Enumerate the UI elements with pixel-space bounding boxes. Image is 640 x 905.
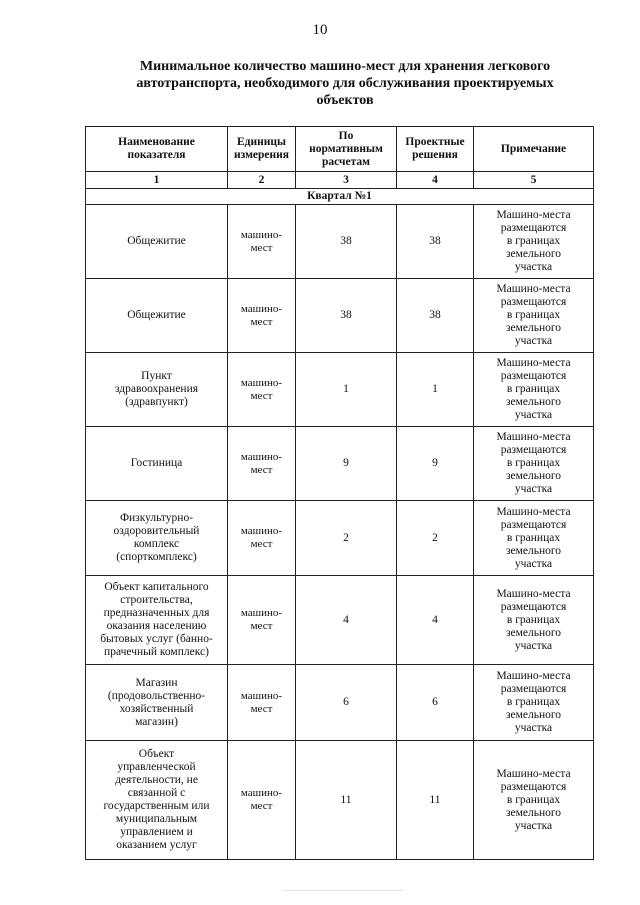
row-unit: машино- мест	[228, 741, 296, 860]
table-row	[86, 427, 594, 501]
row-normative: 38	[296, 279, 397, 353]
document-title: Минимальное количество машино-мест для хранения легкового автотранспорта, необходимого для обслуживания проектируемых объектов	[136, 59, 554, 108]
row-design: 38	[397, 205, 474, 279]
row-normative: 38	[296, 205, 397, 279]
row-design: 2	[397, 501, 474, 576]
table-row	[86, 501, 594, 576]
row-name: Физкультурно- оздоровительный комплекс (спорткомплекс)	[86, 501, 228, 576]
section-title: Квартал №1	[86, 189, 594, 205]
header-note: Примечание	[474, 127, 594, 172]
row-normative: 11	[296, 741, 397, 860]
row-name: Общежитие	[86, 279, 228, 353]
row-normative: 2	[296, 501, 397, 576]
header-normative: По нормативным расчетам	[296, 127, 397, 172]
row-design: 11	[397, 741, 474, 860]
row-normative: 1	[296, 353, 397, 427]
table-row	[86, 353, 594, 427]
page-number: 10	[312, 22, 328, 38]
row-note: Машино-места размещаются в границах земельного участка	[474, 279, 594, 353]
row-note: Машино-места размещаются в границах земельного участка	[474, 501, 594, 576]
row-unit: машино- мест	[228, 576, 296, 665]
row-design: 1	[397, 353, 474, 427]
header-design: Проектные решения	[397, 127, 474, 172]
row-name: Объект капитального строительства, предназначенных для оказания населению бытовых услуг (банно- прачечный комплекс)	[86, 576, 228, 665]
row-unit: машино- мест	[228, 665, 296, 741]
row-note: Машино-места размещаются в границах земельного участка	[474, 427, 594, 501]
row-design: 9	[397, 427, 474, 501]
row-unit: машино- мест	[228, 501, 296, 576]
column-number: 4	[397, 172, 474, 189]
parking-table	[85, 126, 594, 860]
table-row	[86, 205, 594, 279]
table-row	[86, 279, 594, 353]
table-row	[86, 665, 594, 741]
table-row	[86, 741, 594, 860]
row-name: Объект управленческой деятельности, не связанной с государственным или муниципальным управлением и оказанием услуг	[86, 741, 228, 860]
row-note: Машино-места размещаются в границах земельного участка	[474, 741, 594, 860]
table-row	[86, 576, 594, 665]
row-note: Машино-места размещаются в границах земельного участка	[474, 576, 594, 665]
row-unit: машино- мест	[228, 427, 296, 501]
header-indicator-name: Наименование показателя	[86, 127, 228, 172]
table-header-row	[86, 127, 594, 172]
row-note: Машино-места размещаются в границах земельного участка	[474, 665, 594, 741]
column-number: 3	[296, 172, 397, 189]
bottom-divider	[283, 890, 403, 891]
row-normative: 4	[296, 576, 397, 665]
row-unit: машино- мест	[228, 205, 296, 279]
row-note: Машино-места размещаются в границах земельного участка	[474, 353, 594, 427]
row-unit: машино- мест	[228, 353, 296, 427]
column-number-row	[86, 172, 594, 189]
column-number: 1	[86, 172, 228, 189]
section-row	[86, 189, 594, 205]
row-name: Магазин (продовольственно- хозяйственный магазин)	[86, 665, 228, 741]
row-normative: 9	[296, 427, 397, 501]
row-design: 4	[397, 576, 474, 665]
row-unit: машино- мест	[228, 279, 296, 353]
header-unit: Единицы измерения	[228, 127, 296, 172]
column-number: 5	[474, 172, 594, 189]
row-name: Гостиница	[86, 427, 228, 501]
row-design: 38	[397, 279, 474, 353]
row-name: Общежитие	[86, 205, 228, 279]
row-normative: 6	[296, 665, 397, 741]
column-number: 2	[228, 172, 296, 189]
row-design: 6	[397, 665, 474, 741]
row-note: Машино-места размещаются в границах земельного участка	[474, 205, 594, 279]
row-name: Пункт здравоохранения (здравпункт)	[86, 353, 228, 427]
